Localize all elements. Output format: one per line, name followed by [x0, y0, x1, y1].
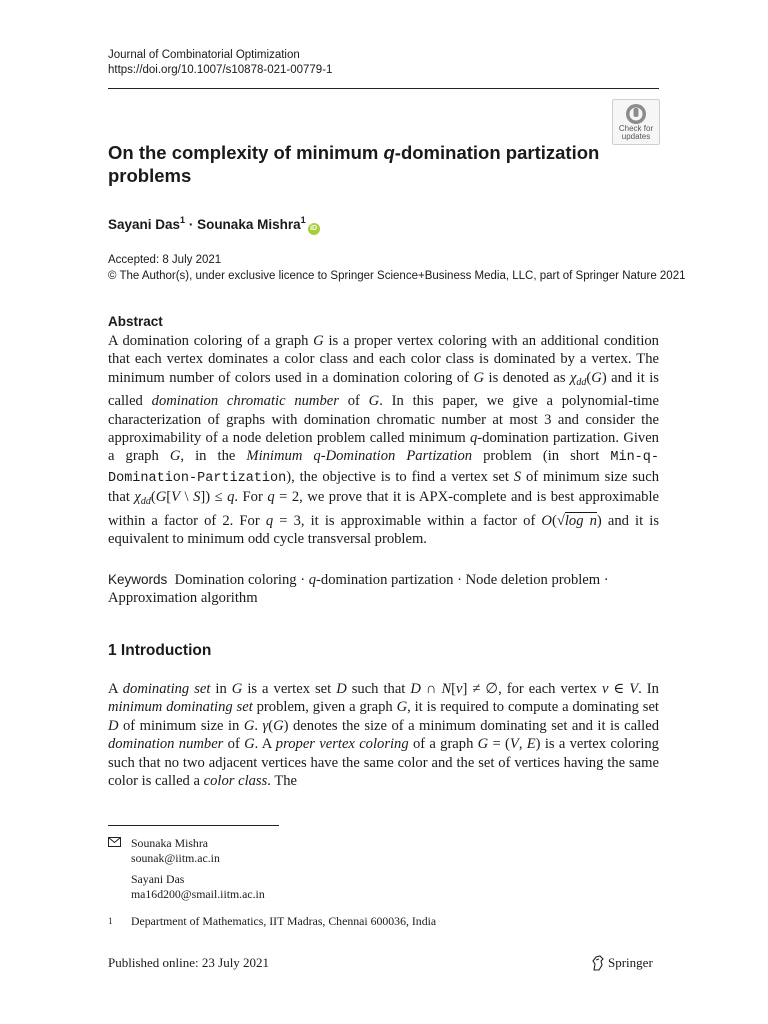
text-segment: ( — [268, 717, 274, 734]
text-segment: color class — [203, 773, 268, 790]
text-segment: N — [441, 681, 452, 697]
title-q: q — [383, 142, 395, 163]
text-segment: D — [336, 681, 347, 697]
text-segment: [ — [166, 489, 172, 506]
envelope-icon — [108, 836, 131, 865]
footnote-divider — [108, 825, 279, 826]
text-segment: G — [273, 717, 284, 734]
text-segment: is denoted as — [484, 369, 570, 386]
text-segment: G — [243, 717, 255, 734]
text-segment: . In — [638, 681, 659, 697]
text-segment: χ — [134, 489, 141, 506]
text-segment: domination chromatic number — [151, 393, 339, 410]
publisher-logo[interactable] — [591, 955, 653, 971]
coauthor-email[interactable]: ma16d200@smail.iitm.ac.in — [131, 886, 265, 901]
text-segment: ) and it is called — [108, 369, 659, 410]
abstract-heading: Abstract — [108, 314, 163, 329]
doi-link[interactable]: https://doi.org/10.1007/s10878-021-00779-1 — [108, 64, 333, 76]
keywords-label: Keywords — [108, 572, 168, 587]
affiliation-marker: 1 — [180, 215, 186, 225]
author-name[interactable]: Sounaka Mishra — [197, 217, 301, 232]
coauthor-contact — [108, 872, 265, 901]
corresponding-author-name: Sounaka Mishra — [131, 836, 208, 850]
text-segment: S — [513, 468, 522, 485]
affiliation-marker: 1 — [300, 215, 306, 225]
text-segment: v — [456, 681, 463, 697]
text-segment: domination number — [108, 736, 224, 753]
corresponding-author — [108, 836, 265, 865]
text-segment: [ — [451, 681, 457, 697]
text-segment: Domination coloring · — [167, 572, 309, 588]
text-segment: V — [629, 681, 639, 697]
text-segment: V — [509, 736, 519, 753]
published-online-date: Published online: 23 July 2021 — [108, 955, 270, 970]
corresponding-author-email[interactable]: sounak@iitm.ac.in — [131, 850, 220, 865]
text-segment: (√ — [551, 512, 565, 529]
coauthor-name: Sayani Das — [131, 872, 185, 886]
text-segment: G — [231, 681, 243, 697]
text-segment: = 2, we prove that it is APX-complete and is best approximable within a factor of 2. For — [108, 489, 660, 529]
text-segment: v — [601, 681, 609, 697]
text-segment: G — [591, 369, 602, 386]
text-segment: of — [338, 393, 369, 410]
article-history — [108, 252, 686, 284]
text-segment: ∩ — [420, 681, 442, 697]
text-segment: dd — [140, 496, 151, 508]
text-segment: = ( — [488, 736, 510, 753]
text-segment: dd — [576, 376, 587, 388]
journal-header — [108, 48, 332, 78]
text-segment: G — [313, 333, 324, 349]
text-segment: . In this paper, we give a polynomial-time characterization of graphs with domination chromatic number at most 3 and consider the approximability of a node deletion problem called minimum — [108, 393, 659, 447]
text-segment: q — [267, 489, 275, 506]
text-segment: is a proper vertex coloring with an additional condition that each vertex dominates a color class and each color class is dominated by a vertex. The minimum number of colors used in a domination coloring of — [108, 333, 659, 386]
check-for-updates-icon — [625, 103, 647, 125]
text-segment: . A — [254, 736, 276, 753]
text-segment: q — [470, 430, 478, 447]
text-segment: G — [244, 736, 255, 753]
text-segment: γ — [262, 717, 269, 734]
section-heading-introduction: 1 Introduction — [108, 642, 212, 659]
author-name[interactable]: Sayani Das — [108, 217, 181, 232]
text-segment: G — [368, 393, 380, 410]
text-segment: \ — [180, 489, 194, 506]
text-segment: ) and it is equivalent to minimum odd cycle transversal problem. — [108, 512, 660, 548]
text-segment: O — [541, 512, 552, 529]
text-segment: minimum dominating set — [108, 699, 253, 716]
text-segment: q — [308, 572, 317, 588]
text-segment: q — [265, 512, 274, 529]
orcid-icon[interactable]: iD — [308, 223, 320, 235]
text-segment: G — [396, 699, 408, 716]
affiliation-text: Department of Mathematics, IIT Madras, Chennai 600036, India — [131, 914, 437, 928]
text-segment: , — [518, 736, 527, 753]
text-segment: log n — [564, 512, 597, 529]
text-segment: G — [473, 369, 485, 386]
paper-title — [108, 141, 608, 187]
title-text-2: -domination partization problems — [108, 142, 600, 186]
text-segment: of a graph — [408, 736, 478, 753]
badge-label-1: Check for — [618, 124, 654, 133]
text-segment: = 3, it is approximable within a factor of — [273, 512, 542, 529]
journal-name: Journal of Combinatorial Optimization — [108, 49, 300, 61]
text-segment: , it is required to compute a dominating set — [407, 699, 659, 716]
text-segment: G — [169, 448, 181, 465]
text-segment: ), the objective is to find a vertex set — [286, 468, 514, 485]
accepted-date: Accepted: 8 July 2021 — [108, 254, 222, 266]
copyright-notice: © The Author(s), under exclusive licence to Springer Science+Business Media, LLC, part of Springer Nature 2021 — [108, 270, 686, 282]
text-segment: of — [223, 736, 245, 753]
keywords — [108, 571, 659, 608]
text-segment: q — [227, 489, 235, 506]
text-segment: V — [171, 489, 181, 506]
text-segment: G — [155, 489, 167, 506]
affiliation-footnote — [108, 914, 436, 929]
text-segment: E — [526, 736, 536, 753]
text-segment: Minimum q-Domination Partization — [246, 448, 473, 465]
text-segment: A domination coloring of a graph — [108, 333, 314, 349]
text-segment: D — [410, 681, 421, 697]
text-segment: ]) ≤ — [200, 489, 228, 506]
springer-horse-icon — [591, 955, 605, 971]
publisher-name: Springer — [608, 955, 653, 970]
abstract-text — [108, 332, 659, 548]
text-segment: -domination partization · Node deletion problem · Approximation algorithm — [108, 572, 612, 607]
text-segment: -domination partization. Given a graph — [108, 430, 659, 465]
text-segment: ∈ — [608, 681, 630, 697]
author-contacts — [108, 836, 265, 901]
text-segment: χ — [570, 369, 577, 386]
text-segment: ( — [150, 489, 156, 506]
text-segment: such that — [346, 681, 411, 697]
text-segment: A — [108, 681, 123, 697]
text-segment: of minimum size in — [118, 717, 244, 734]
text-segment: of minimum size such that — [108, 468, 659, 506]
text-segment: . For — [234, 489, 268, 506]
text-segment: Min-q-Domination-Partization — [108, 450, 659, 486]
text-segment: , in the — [180, 448, 247, 465]
text-segment: D — [108, 717, 119, 734]
affiliation-number: 1 — [108, 916, 113, 926]
text-segment: . The — [267, 773, 298, 790]
text-segment: S — [193, 489, 201, 506]
text-segment: in — [210, 681, 232, 697]
check-for-updates-badge[interactable] — [612, 99, 660, 145]
keywords-list — [108, 572, 612, 606]
title-text-1: On the complexity of minimum — [108, 142, 384, 163]
header-divider — [108, 88, 659, 89]
text-segment: ) is a vertex coloring such that no two adjacent vertices have the same color and the set of vertices having the same color is called a — [108, 736, 659, 790]
text-segment: proper vertex coloring — [275, 736, 409, 753]
text-segment: is a vertex set — [242, 681, 337, 697]
text-segment: problem, given a graph — [252, 699, 397, 716]
text-segment: ] ≠ ∅, for each vertex — [462, 681, 602, 697]
text-segment: ) denotes the size of a minimum dominating set and it is called — [283, 717, 660, 734]
text-segment: problem (in short — [472, 448, 611, 465]
text-segment: dominating set — [122, 681, 211, 697]
text-segment: ( — [586, 369, 592, 386]
text-segment: . — [254, 717, 263, 734]
author-separator: · — [185, 217, 198, 232]
author-list — [108, 211, 320, 235]
badge-label-2: updates — [621, 132, 651, 141]
text-segment: G — [477, 736, 489, 753]
introduction-text — [108, 680, 659, 790]
